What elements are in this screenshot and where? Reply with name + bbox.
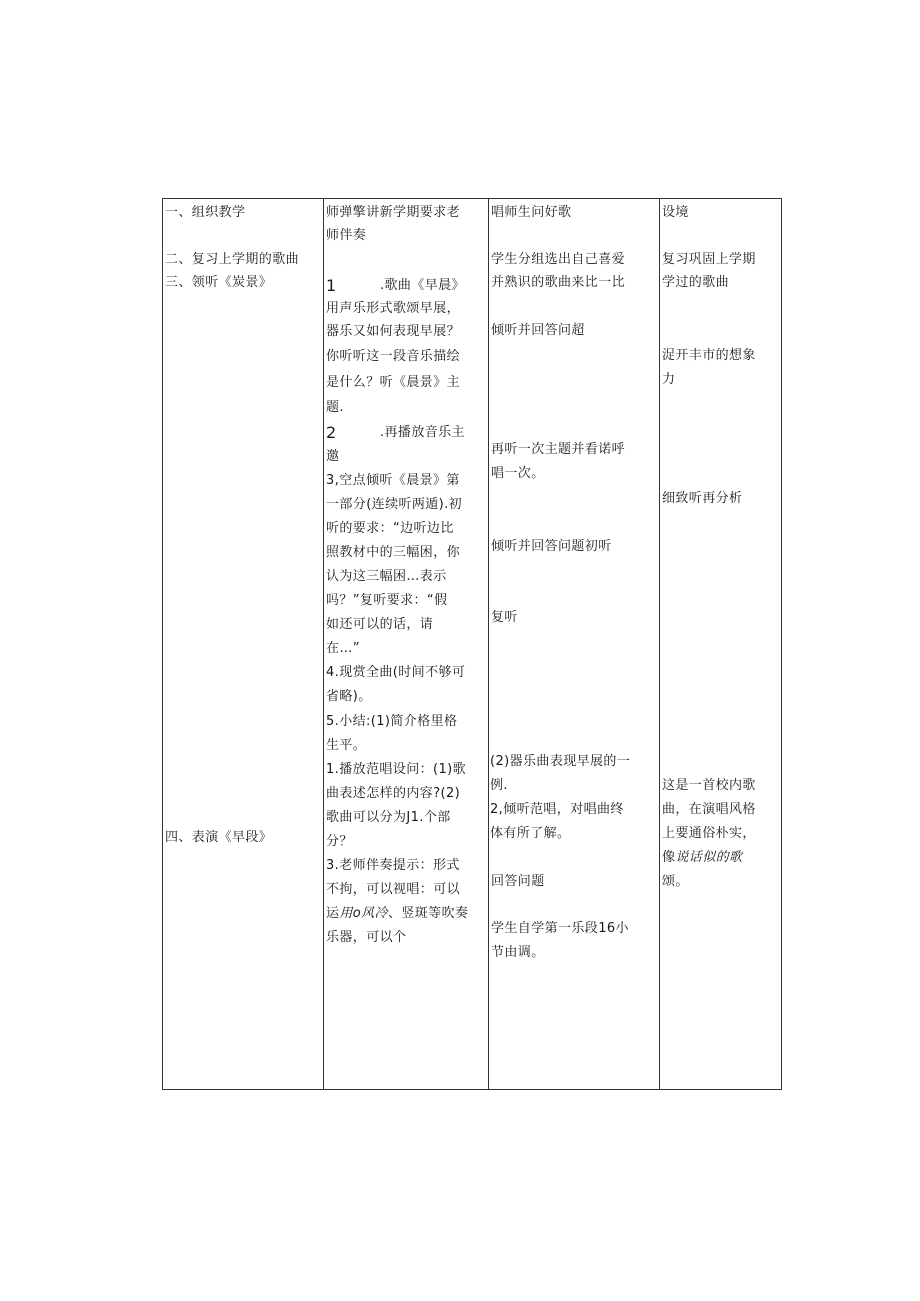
text-line: 师弹擎讲新学期要求老 — [326, 205, 461, 220]
step-review: 二、复习上学期的歌曲 — [165, 252, 300, 267]
text-line: 照教材中的三幅困，你 — [326, 545, 461, 560]
text-line: 如还可以的话，请 — [326, 617, 434, 632]
text-line: 曲表述怎样的内容?(2) — [326, 786, 461, 801]
text-fragment: 说话似的歌 — [675, 850, 743, 865]
text-line: 用声乐形式歌颂早展， — [326, 301, 461, 316]
text-line: 4.现赏全曲(时间不够可 — [326, 665, 466, 680]
step-listen: 三、领听《炭景》 — [165, 275, 273, 290]
text-line: 复习巩固上学期 — [662, 252, 756, 267]
text-fragment: 、竖斑等吹奏 — [387, 906, 469, 921]
text-line: 学过的歌曲 — [662, 275, 730, 290]
text-line: 师伴奏 — [326, 228, 367, 243]
text-line: 听的要求：“边听边比 — [326, 521, 454, 536]
text-line: 2,倾听范唱，对唱曲终 — [490, 802, 624, 817]
text-line: 生平。 — [326, 738, 367, 753]
text-line: 唱师生问好歌 — [491, 205, 572, 220]
text-line: 学生自学第一乐段16小 — [491, 921, 629, 936]
text-line: 颂。 — [662, 874, 689, 889]
text-line: 节由调。 — [491, 945, 545, 960]
text-line: 2 — [326, 423, 337, 442]
column-divider — [488, 199, 489, 1089]
text-line: 省略)。 — [326, 689, 372, 704]
text-line: 再听一次主题并看诺呼 — [491, 442, 626, 457]
step-organize: 一、组织教学 — [165, 205, 246, 220]
text-line: 歌曲可以分为J1.个部 — [326, 810, 451, 825]
text-line: 复听 — [491, 610, 518, 625]
text-line: 浞开丰市的想象 — [662, 348, 756, 363]
lesson-plan-table — [162, 198, 782, 1090]
text-line: 是什么？听《晨景》主 — [326, 375, 461, 390]
text-line: 力 — [662, 372, 676, 387]
text-line: 倾听并回答问题初听 — [491, 539, 612, 554]
text-line: 上要通俗朴实， — [662, 826, 756, 841]
text-line: 题. — [326, 400, 344, 415]
text-line: .歌曲《早晨》 — [380, 278, 465, 293]
text-line: 分？ — [326, 834, 353, 849]
text-line — [662, 846, 742, 869]
column-divider — [323, 199, 324, 1089]
step-perform: 四、表演《早段》 — [165, 830, 273, 845]
text-line: 曲，在演唱风格 — [662, 802, 756, 817]
text-line: 1.播放范唱设问：(1)歌 — [326, 762, 467, 777]
text-line: 回答问题 — [491, 874, 545, 889]
text-line: 设境 — [662, 205, 689, 220]
text-line: 器乐又如何表现早展？ — [326, 324, 461, 339]
text-line: 这是一首校内歌 — [662, 778, 756, 793]
text-line — [326, 902, 468, 925]
column-divider — [659, 199, 660, 1089]
text-line: 体有所了解。 — [490, 826, 571, 841]
text-line: 5.小结:(1)简介格里格 — [326, 714, 458, 729]
text-line: 细致听再分析 — [662, 491, 743, 506]
text-line: 邀 — [326, 449, 340, 464]
text-line: 吗？”复听要求：“假 — [326, 593, 448, 608]
text-line: 1 — [326, 276, 337, 295]
text-line: 例. — [490, 778, 508, 793]
text-fragment: 用o风冷 — [339, 906, 388, 921]
text-line: 认为这三幅困…表示 — [326, 569, 447, 584]
text-line: 并熟识的歌曲来比一比 — [491, 275, 626, 290]
text-line: .再播放音乐主 — [380, 425, 465, 440]
text-line: 3.老师伴奏提示：形式 — [326, 858, 460, 873]
text-line: 乐器，可以个 — [326, 930, 407, 945]
text-line: 学生分组选出自己喜爱 — [491, 252, 626, 267]
text-line: 你听听这一段音乐描绘 — [326, 349, 461, 364]
text-fragment: 运 — [326, 906, 340, 921]
text-line: 一部分(连续听两遁).初 — [326, 497, 463, 512]
text-fragment: 像 — [662, 850, 676, 865]
text-line: 在…” — [326, 641, 360, 656]
text-line: 不拘，可以视唱：可以 — [326, 882, 461, 897]
text-line: 倾听并回答问超 — [491, 323, 585, 338]
text-line: (2)器乐曲表现早展的一 — [490, 754, 631, 769]
text-line: 唱一次。 — [491, 466, 545, 481]
text-line: 3,空点倾听《晨景》第 — [326, 473, 460, 488]
